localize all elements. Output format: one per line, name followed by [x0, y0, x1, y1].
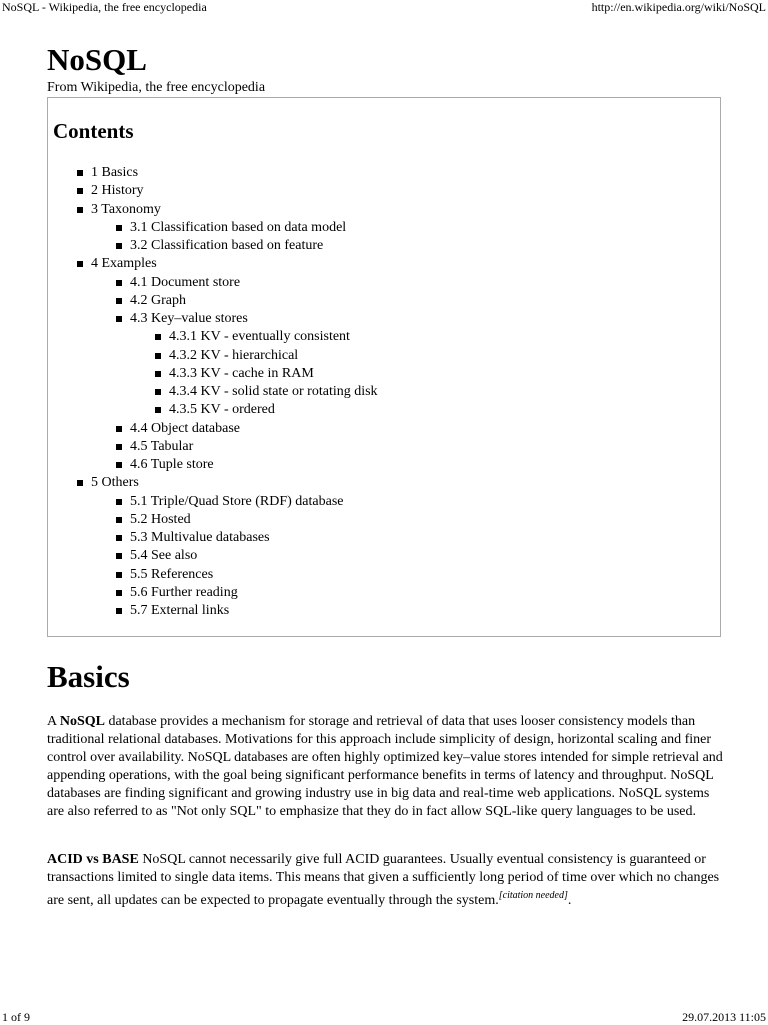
bullet-icon [116, 298, 122, 304]
print-timestamp: 29.07.2013 11:05 [682, 1010, 766, 1024]
p2-text: NoSQL cannot necessarily give full ACID guarantees. Usually eventual consistency is guaranteed or transactions limited to single data items. This means that given a sufficiently long period of time over which no changes are sent, all updates can be expected to propagate eventually through the system. [47, 852, 720, 908]
bullet-icon [77, 480, 83, 486]
bullet-icon [116, 572, 122, 578]
p1-text-rest: database provides a mechanism for storage and retrieval of data that uses looser consistency models than traditional relational databases. Motivations for this approach include simplicity of design, horizontal scaling and finer control over availability. NoSQL databases are often highly optimized key–value stores intended for simple retrieval and appending operations, with the goal being significant performance benefits in terms of latency and throughput. NoSQL databases are finding significant and growing industry use in big data and real-time web applications. NoSQL systems are also referred to as "Not only SQL" to emphasize that they do in fact allow SQL-like query languages to be used. [47, 714, 723, 819]
toc-title: Contents [53, 119, 134, 143]
toc-item-label[interactable]: 5.5 References [130, 566, 214, 582]
section-heading-basics: Basics [47, 659, 130, 694]
toc-item-label[interactable]: 4.3.2 KV - hierarchical [169, 347, 299, 363]
toc-item-label[interactable]: 5.1 Triple/Quad Store (RDF) database [130, 493, 344, 509]
citation-needed-link[interactable]: [citation needed] [498, 889, 568, 901]
bullet-icon [155, 407, 161, 413]
toc-item-label[interactable]: 5 Others [91, 475, 139, 491]
toc-item-label[interactable]: 4.6 Tuple store [130, 457, 214, 472]
bullet-icon [155, 353, 161, 359]
p2-end: . [567, 892, 572, 908]
p1-text-start: A [47, 714, 60, 729]
bullet-icon [116, 553, 122, 559]
bullet-icon [116, 517, 122, 523]
bullet-icon [116, 535, 122, 541]
bullet-icon [116, 426, 122, 432]
bullet-icon [77, 188, 83, 194]
bullet-icon [116, 608, 122, 614]
article-title: NoSQL [47, 42, 147, 77]
basics-paragraph-2 [47, 851, 727, 910]
toc-item-label[interactable]: 4.2 Graph [130, 292, 186, 308]
browser-page-title: NoSQL - Wikipedia, the free encyclopedia [2, 0, 207, 14]
toc-item-label[interactable]: 4.3 Key–value stores [130, 311, 248, 326]
bullet-icon [155, 334, 161, 340]
page-count: 1 of 9 [2, 1010, 30, 1024]
toc-item-label[interactable]: 5.4 See also [130, 548, 198, 564]
bullet-icon [116, 590, 122, 596]
bullet-icon [77, 207, 83, 213]
toc-item-label[interactable]: 4 Examples [91, 256, 157, 272]
bullet-icon [155, 389, 161, 395]
article-subtitle: From Wikipedia, the free encyclopedia [47, 80, 266, 95]
bullet-icon [77, 170, 83, 176]
bullet-icon [116, 243, 122, 249]
toc-item-label[interactable]: 5.3 Multivalue databases [130, 530, 270, 545]
toc-item-label[interactable]: 4.5 Tabular [130, 438, 194, 454]
toc-item-label[interactable]: 4.3.3 KV - cache in RAM [169, 365, 314, 381]
toc-item-label[interactable]: 1 Basics [91, 165, 139, 180]
bullet-icon [116, 316, 122, 322]
toc-item-label[interactable]: 3.1 Classification based on data model [130, 219, 347, 235]
toc-item-label[interactable]: 3 Taxonomy [91, 201, 161, 217]
toc-item-label[interactable]: 4.3.4 KV - solid state or rotating disk [169, 384, 378, 399]
basics-paragraph-1 [47, 713, 727, 820]
toc-item-label[interactable]: 4.3.5 KV - ordered [169, 402, 275, 418]
toc-item-label[interactable]: 4.1 Document store [130, 274, 241, 290]
bullet-icon [155, 371, 161, 377]
toc-item-label[interactable]: 4.4 Object database [130, 420, 241, 436]
p1-bold-term: NoSQL [59, 714, 105, 729]
bullet-icon [116, 225, 122, 231]
toc-item-label[interactable]: 4.3.1 KV - eventually consistent [169, 329, 350, 345]
table-of-contents [47, 97, 721, 637]
toc-item-label[interactable]: 2 History [91, 183, 144, 199]
toc-item-label[interactable]: 5.7 External links [130, 603, 230, 618]
page-url: http://en.wikipedia.org/wiki/NoSQL [591, 0, 766, 14]
toc-item-label[interactable]: 5.6 Further reading [130, 584, 238, 600]
bullet-icon [116, 499, 122, 505]
bullet-icon [116, 462, 122, 468]
bullet-icon [77, 261, 83, 267]
toc-item-label[interactable]: 5.2 Hosted [130, 511, 191, 527]
p2-bold-term: ACID vs BASE [47, 852, 139, 867]
bullet-icon [116, 280, 122, 286]
bullet-icon [116, 444, 122, 450]
toc-item-label[interactable]: 3.2 Classification based on feature [130, 238, 324, 253]
